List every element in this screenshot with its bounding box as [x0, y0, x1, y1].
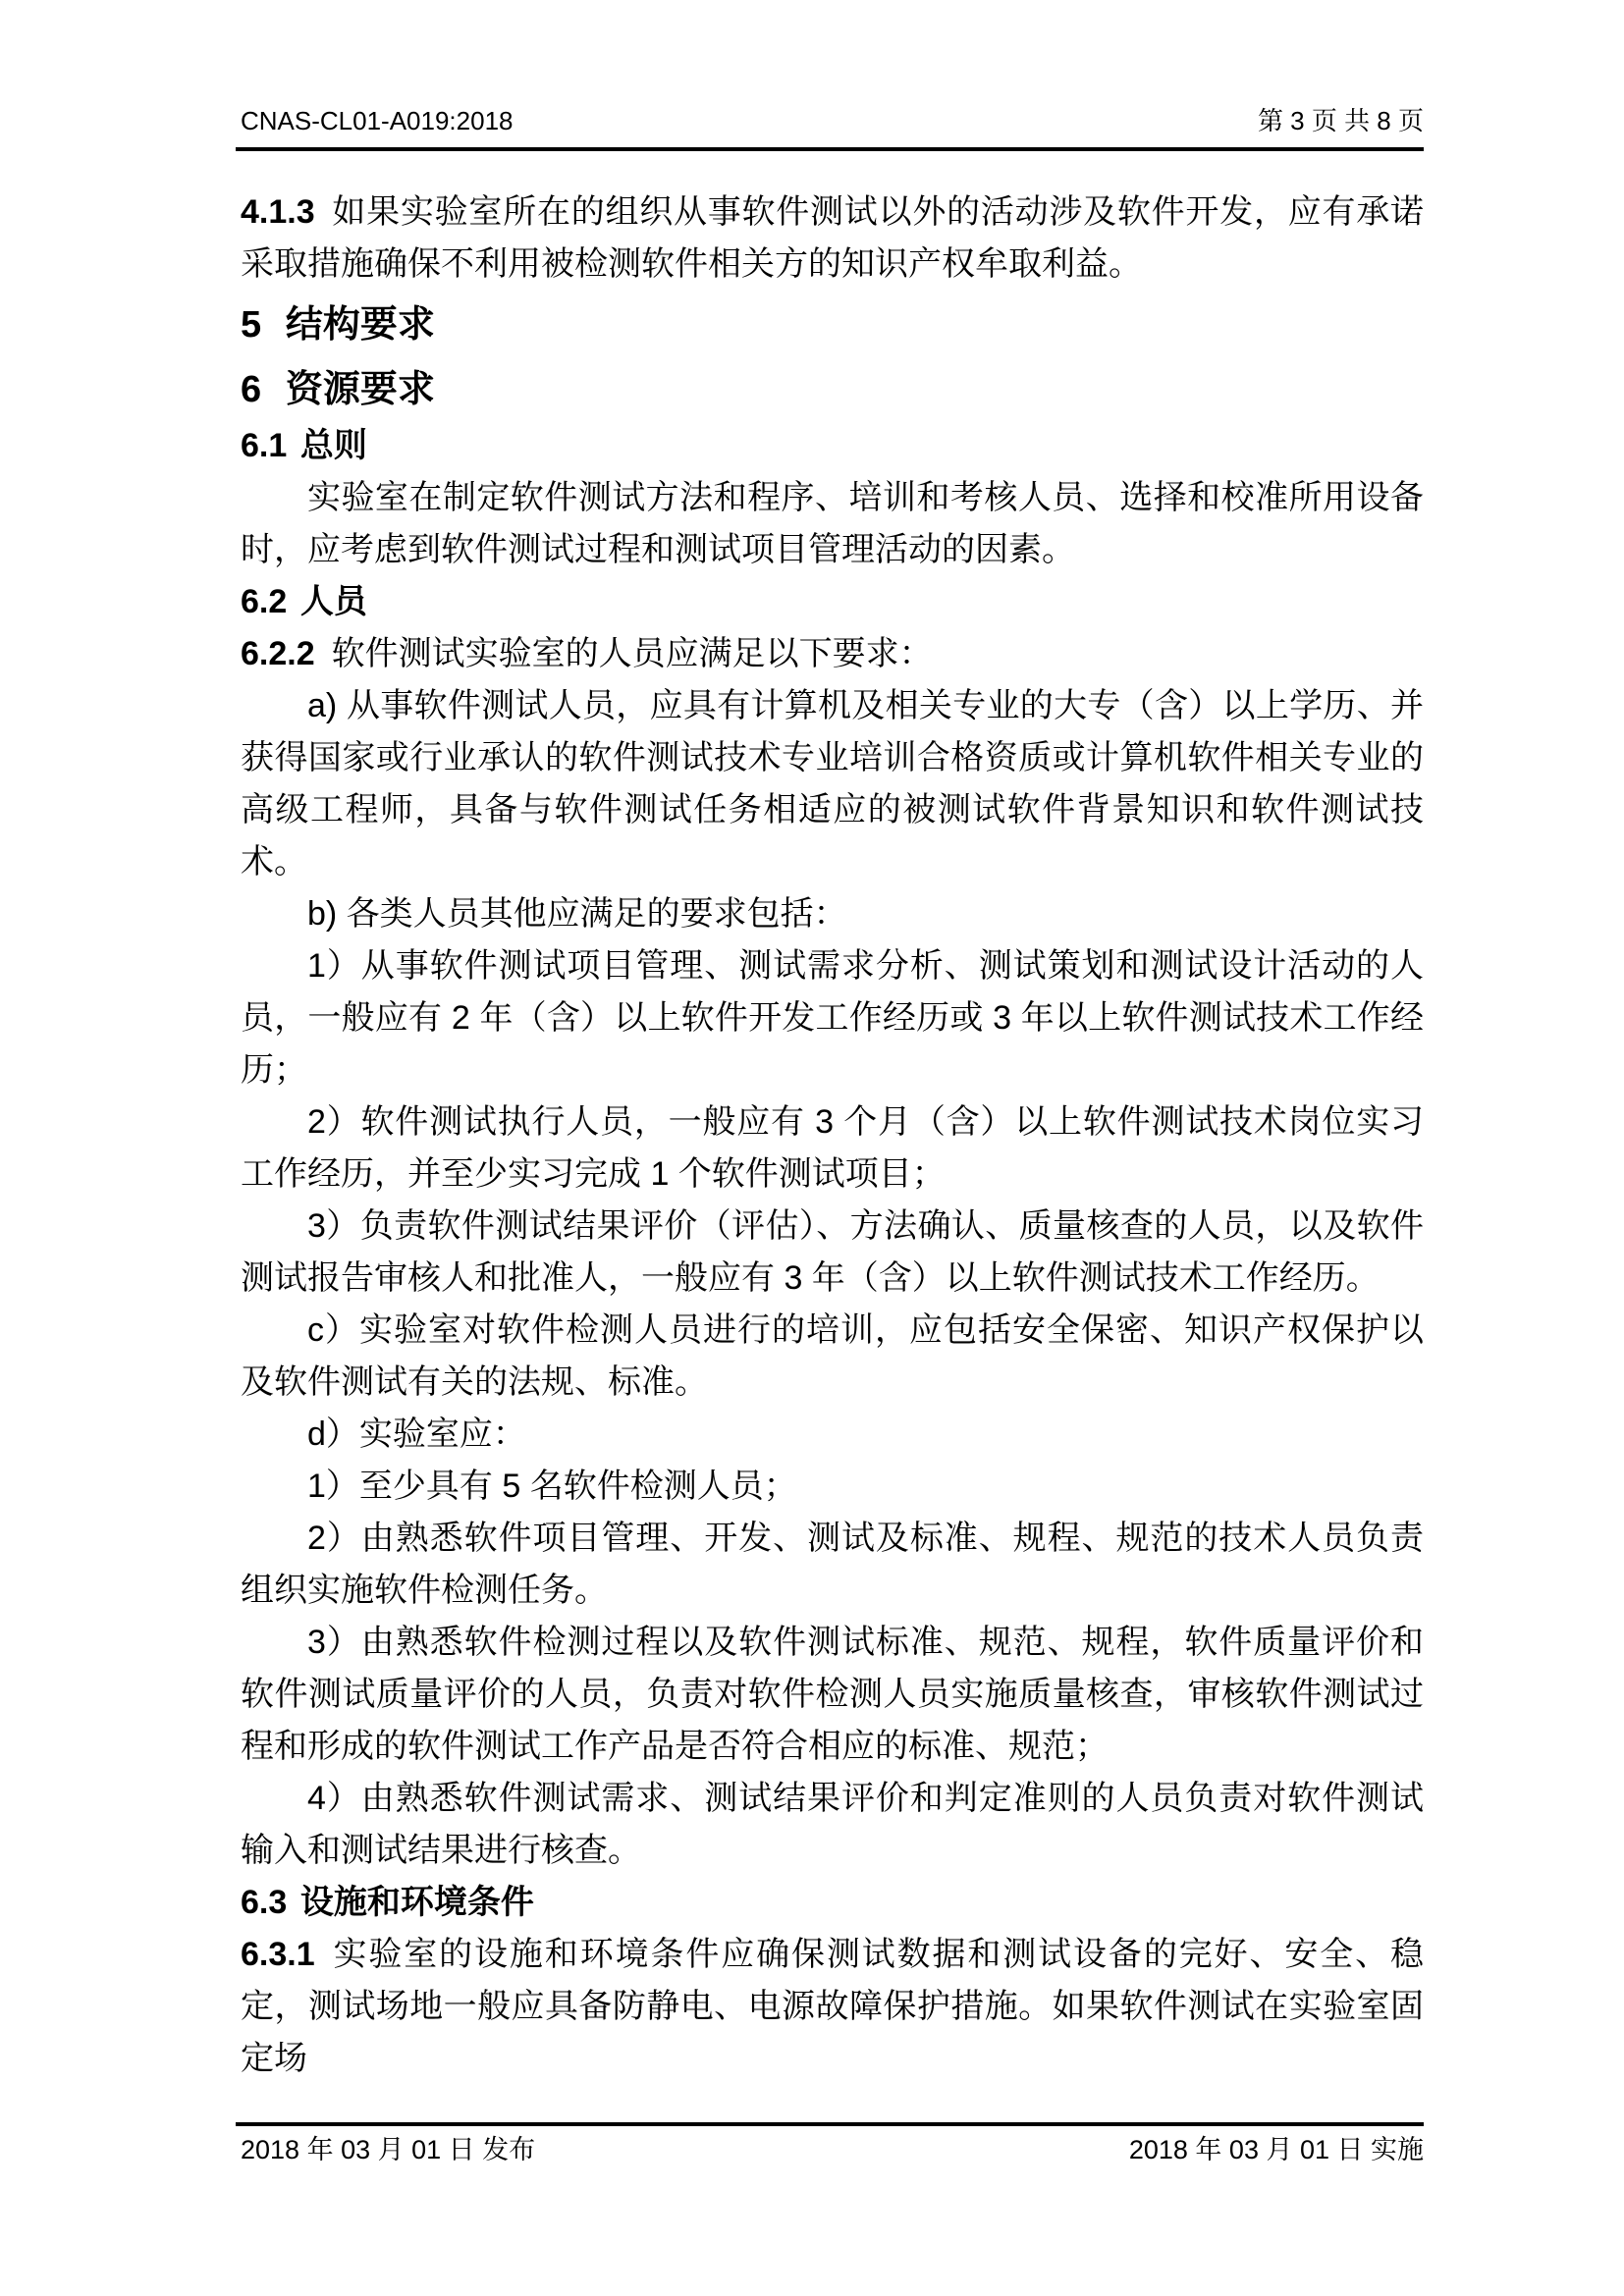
paragraph-text: d）实验室应：: [307, 1415, 526, 1453]
clause-number: 6.1: [241, 427, 288, 464]
paragraph-text: 3）负责软件测试结果评价（评估）、方法确认、质量核查的人员，以及软件测试报告审核人和批准人，一般应有 3 年（含）以上软件测试技术工作经历。: [241, 1207, 1424, 1297]
document-paragraph: [241, 628, 1424, 680]
document-paragraph: [241, 1877, 1424, 1929]
page-footer: [241, 2132, 1424, 2167]
paragraph-text: 资源要求: [285, 369, 435, 410]
document-paragraph: [241, 576, 1424, 628]
clause-number: 6.3: [241, 1884, 288, 1921]
clause-number: 4.1.3: [241, 193, 315, 231]
document-paragraph: [241, 420, 1424, 472]
document-paragraph: [241, 1409, 1424, 1461]
paragraph-text: 设施和环境条件: [299, 1884, 534, 1921]
paragraph-text: 实验室的设施和环境条件应确保测试数据和测试设备的完好、安全、稳定，测试场地一般应具备防静电、电源故障保护措施。如果软件测试在实验室固定场: [241, 1936, 1424, 2077]
paragraph-text: b) 各类人员其他应满足的要求包括：: [307, 895, 847, 933]
page-number: 第 3 页 共 8 页: [1257, 106, 1424, 135]
paragraph-text: 2）由熟悉软件项目管理、开发、测试及标准、规程、规范的技术人员负责组织实施软件检测任务。: [241, 1520, 1424, 1609]
clause-number: 6.2.2: [241, 635, 315, 672]
paragraph-text: 实验室在制定软件测试方法和程序、培训和考核人员、选择和校准所用设备时，应考虑到软件测试过程和测试项目管理活动的因素。: [241, 479, 1424, 568]
document-paragraph: [241, 1513, 1424, 1617]
paragraph-text: a) 从事软件测试人员，应具有计算机及相关专业的大专（含）以上学历、并获得国家或行业承认的软件测试技术专业培训合格资质或计算机软件相关专业的高级工程师，具备与软件测试任务相适应的被测试软件背景知识和软件测试技术。: [241, 687, 1424, 881]
document-code: CNAS-CL01-A019:2018: [241, 106, 514, 135]
page-header: [241, 104, 1424, 137]
document-paragraph: [241, 1096, 1424, 1201]
clause-number: 6.2: [241, 583, 288, 620]
document-paragraph: [241, 187, 1424, 291]
paragraph-text: c）实验室对软件检测人员进行的培训，应包括安全保密、知识产权保护以及软件测试有关的法规、标准。: [241, 1311, 1424, 1401]
publish-date: 2018 年 03 月 01 日 发布: [241, 2135, 536, 2164]
clause-number: 5: [241, 304, 262, 346]
paragraph-text: 1）至少具有 5 名软件检测人员；: [307, 1468, 797, 1505]
paragraph-text: 4）由熟悉软件测试需求、测试结果评价和判定准则的人员负责对软件测试输入和测试结果进行核查。: [241, 1780, 1424, 1869]
paragraph-text: 1）从事软件测试项目管理、测试需求分析、测试策划和测试设计活动的人员，一般应有 2 年（含）以上软件开发工作经历或 3 年以上软件测试技术工作经历；: [241, 947, 1424, 1089]
paragraph-text: 软件测试实验室的人员应满足以下要求：: [331, 635, 933, 672]
document-paragraph: [241, 1773, 1424, 1877]
paragraph-text: 总则: [299, 427, 367, 464]
document-paragraph: [241, 680, 1424, 888]
paragraph-text: 2）软件测试执行人员，一般应有 3 个月（含）以上软件测试技术岗位实习工作经历，并至少实习完成 1 个软件测试项目；: [241, 1103, 1424, 1193]
document-paragraph: [241, 355, 1424, 420]
document-paragraph: [241, 291, 1424, 355]
document-paragraph: [241, 1617, 1424, 1773]
document-paragraph: [241, 1305, 1424, 1409]
document-paragraph: [241, 1929, 1424, 2085]
paragraph-text: 如果实验室所在的组织从事软件测试以外的活动涉及软件开发，应有承诺采取措施确保不利用被检测软件相关方的知识产权牟取利益。: [241, 193, 1424, 283]
clause-number: 6: [241, 369, 262, 410]
document-paragraph: [241, 1461, 1424, 1513]
document-body: [241, 187, 1424, 2085]
paragraph-text: 人员: [299, 583, 367, 620]
document-paragraph: [241, 888, 1424, 940]
document-paragraph: [241, 1201, 1424, 1305]
implement-date: 2018 年 03 月 01 日 实施: [1128, 2135, 1424, 2164]
document-paragraph: [241, 940, 1424, 1096]
clause-number: 6.3.1: [241, 1936, 315, 1973]
paragraph-text: 3）由熟悉软件检测过程以及软件测试标准、规范、规程，软件质量评价和软件测试质量评价的人员，负责对软件检测人员实施质量核查，审核软件测试过程和形成的软件测试工作产品是否符合相应的标准、规范；: [241, 1624, 1424, 1765]
footer-rule: [236, 2122, 1424, 2126]
header-rule: [236, 147, 1424, 151]
document-paragraph: [241, 472, 1424, 576]
paragraph-text: 结构要求: [285, 304, 435, 346]
